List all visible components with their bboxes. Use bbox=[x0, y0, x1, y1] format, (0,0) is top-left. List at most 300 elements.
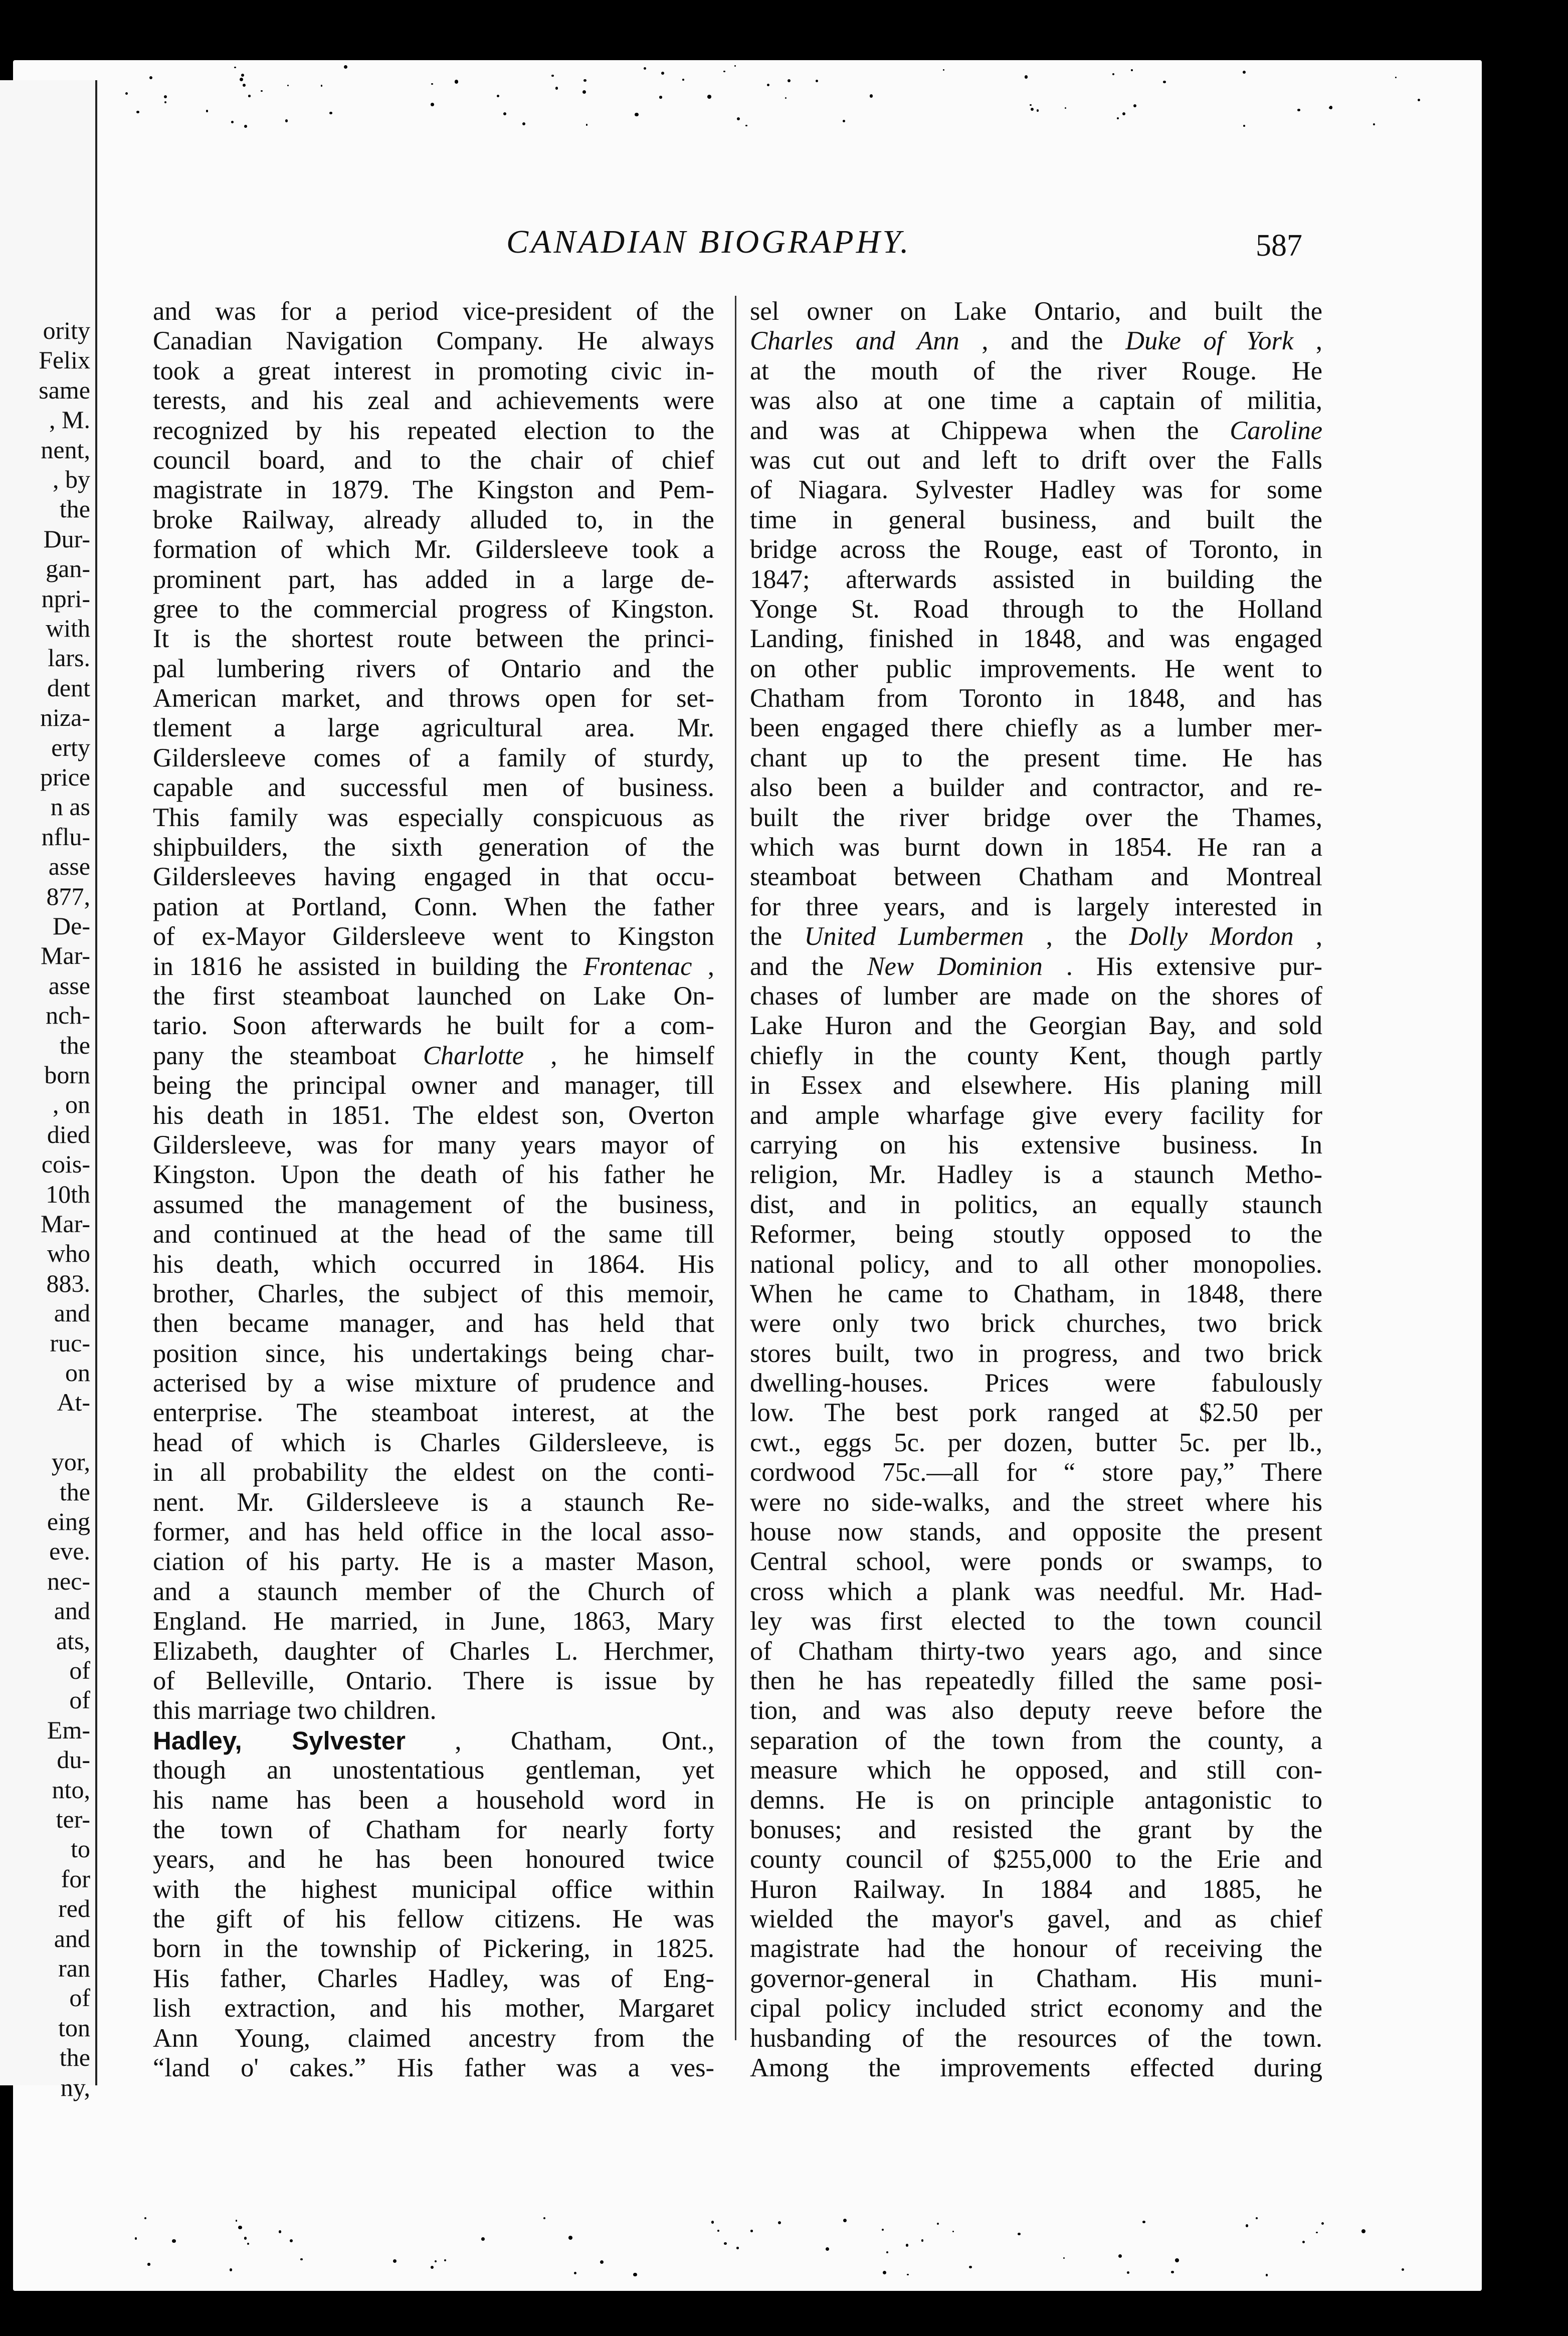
text-run: “land o' cakes.” His father was a ves- bbox=[153, 2053, 714, 2083]
text-line bbox=[750, 475, 1322, 505]
scan-speck bbox=[969, 2266, 972, 2269]
text-line bbox=[153, 1577, 714, 1607]
text-line bbox=[750, 713, 1322, 743]
text-run: , the bbox=[1046, 922, 1107, 951]
text-run: which was burnt down in 1854. He ran a bbox=[750, 833, 1322, 862]
scan-speck bbox=[1065, 107, 1066, 109]
text-run: then became manager, and has held that bbox=[153, 1309, 714, 1338]
text-line bbox=[153, 1011, 714, 1041]
text-run: being the principal owner and manager, till bbox=[153, 1071, 714, 1100]
italic-title: United Lumbermen bbox=[804, 922, 1024, 951]
running-header: CANADIAN BIOGRAPHY. bbox=[506, 224, 911, 260]
text-run: terests, and his zeal and achievements were bbox=[153, 386, 714, 416]
text-run: pany the steamboat bbox=[153, 1041, 397, 1070]
text-line bbox=[153, 982, 714, 1011]
text-run: bonuses; and resisted the grant by the bbox=[750, 1815, 1322, 1844]
text-run: Elizabeth, daughter of Charles L. Herchmer, bbox=[153, 1636, 714, 1666]
text-run: formation of which Mr. Gildersleeve took a bbox=[153, 535, 714, 564]
text-run: were only two brick churches, two brick bbox=[750, 1309, 1322, 1338]
scan-speck bbox=[503, 112, 506, 115]
scan-speck bbox=[393, 2259, 397, 2263]
text-line bbox=[750, 833, 1322, 862]
text-line bbox=[153, 1398, 714, 1428]
text-run: the town of Chatham for nearly forty bbox=[153, 1815, 714, 1844]
scan-speck bbox=[586, 124, 587, 125]
scan-speck bbox=[285, 119, 288, 122]
text-line bbox=[750, 1607, 1322, 1636]
text-run: with the highest municipal office within bbox=[153, 1874, 714, 1904]
previous-page-fragment: niza- bbox=[40, 703, 90, 732]
text-line bbox=[750, 1875, 1322, 1904]
previous-page-fragment: born bbox=[44, 1061, 90, 1089]
scan-speck bbox=[750, 2230, 752, 2232]
text-run: council board, and to the chair of chief bbox=[153, 445, 714, 475]
scan-speck bbox=[455, 80, 458, 83]
text-line bbox=[153, 1250, 714, 1279]
text-run: broke Railway, already alluded to, in the bbox=[153, 505, 714, 534]
text-run: measure which he opposed, and still con- bbox=[750, 1756, 1322, 1785]
text-run: stores built, two in progress, and two brick bbox=[750, 1338, 1322, 1368]
scan-speck bbox=[1031, 108, 1034, 111]
text-line bbox=[750, 1011, 1322, 1041]
text-line bbox=[153, 862, 714, 892]
text-run: and the bbox=[750, 951, 844, 981]
scan-speck bbox=[1018, 2233, 1020, 2235]
text-run: was cut out and left to drift over the Falls bbox=[750, 445, 1322, 475]
text-line bbox=[153, 505, 714, 535]
text-run: demns. He is on principle antagonistic to bbox=[750, 1785, 1322, 1815]
text-run: Among the improvements effected during bbox=[750, 2053, 1322, 2083]
text-run: at the mouth of the river Rouge. He bbox=[750, 356, 1322, 385]
text-run: was also at one time a captain of militia, bbox=[750, 386, 1322, 416]
scan-speck bbox=[261, 90, 263, 92]
scan-speck bbox=[682, 79, 684, 81]
text-line bbox=[153, 1756, 714, 1785]
text-run: Gildersleeve comes of a family of sturdy, bbox=[153, 743, 714, 772]
text-run: Landing, finished in 1848, and was engaged bbox=[750, 624, 1322, 654]
page-number: 587 bbox=[1256, 229, 1302, 263]
text-line bbox=[153, 326, 714, 356]
text-line bbox=[750, 952, 1322, 982]
text-run: in 1816 he assisted in building the bbox=[153, 951, 568, 981]
text-line bbox=[750, 1488, 1322, 1517]
scan-speck bbox=[1171, 2271, 1173, 2273]
scan-speck bbox=[633, 2273, 637, 2276]
text-run: and continued at the head of the same till bbox=[153, 1220, 714, 1249]
text-run: Canadian Navigation Company. He always bbox=[153, 326, 714, 356]
text-line bbox=[750, 2024, 1322, 2053]
text-line bbox=[750, 743, 1322, 773]
text-run: husbanding of the resources of the town. bbox=[750, 2023, 1322, 2053]
text-run: years, and he has been honoured twice bbox=[153, 1845, 714, 1874]
previous-page-fragment: for bbox=[61, 1864, 90, 1893]
text-run: tlement a large agricultural area. Mr. bbox=[153, 713, 714, 743]
scan-speck bbox=[736, 2247, 739, 2249]
text-run: of Niagara. Sylvester Hadley was for some bbox=[750, 475, 1322, 505]
text-run: his death in 1851. The eldest son, Overton bbox=[153, 1100, 714, 1130]
text-run: cordwood 75c.—all for “ store pay,” There bbox=[750, 1458, 1322, 1487]
text-run: county council of $255,000 to the Erie and bbox=[750, 1845, 1322, 1874]
text-line bbox=[153, 386, 714, 416]
text-line bbox=[750, 1130, 1322, 1160]
text-run: wielded the mayor's gavel, and as chief bbox=[750, 1904, 1322, 1934]
text-run: dist, and in politics, an equally staunch bbox=[750, 1190, 1322, 1219]
text-line bbox=[153, 1726, 714, 1756]
text-run: and was at Chippewa when the bbox=[750, 416, 1199, 445]
previous-page-fragment: the bbox=[59, 1477, 90, 1506]
scan-speck bbox=[724, 2242, 726, 2245]
text-line bbox=[750, 386, 1322, 416]
text-run: governor-general in Chatham. His muni- bbox=[750, 1964, 1322, 1993]
text-run: gree to the commercial progress of Kingston. bbox=[153, 594, 714, 624]
text-run: of Chatham thirty-two years ago, and since bbox=[750, 1636, 1322, 1666]
scan-speck bbox=[431, 83, 433, 85]
text-run: His father, Charles Hadley, was of Eng- bbox=[153, 1964, 714, 1993]
text-run: Gildersleeve, was for many years mayor of bbox=[153, 1130, 714, 1159]
italic-title: Duke of York bbox=[1125, 326, 1294, 356]
previous-page-fragment: dent bbox=[47, 673, 90, 702]
text-run: though an unostentatious gentleman, yet bbox=[153, 1756, 714, 1785]
text-line bbox=[750, 1398, 1322, 1428]
text-run: then he has repeatedly filled the same posi- bbox=[750, 1666, 1322, 1695]
text-line bbox=[153, 833, 714, 862]
previous-page-fragment: ats, bbox=[56, 1626, 90, 1655]
scan-speck bbox=[816, 80, 818, 82]
previous-page-fragment: of bbox=[69, 1984, 90, 2012]
text-run: , Chatham, Ont., bbox=[455, 1726, 714, 1756]
text-run: England. He married, in June, 1863, Mary bbox=[153, 1607, 714, 1636]
previous-page-fragment: asse bbox=[48, 852, 90, 881]
text-run: cross which a plank was needful. Mr. Had- bbox=[750, 1577, 1322, 1606]
text-run: , bbox=[1315, 922, 1323, 951]
text-line bbox=[153, 356, 714, 386]
previous-page-fragment: Felix bbox=[39, 346, 90, 374]
text-run: , bbox=[707, 951, 715, 981]
text-run: position since, his undertakings being char- bbox=[153, 1338, 714, 1368]
text-line bbox=[750, 922, 1322, 951]
text-run: 1847; afterwards assisted in building the bbox=[750, 564, 1322, 594]
text-run: carrying on his extensive business. In bbox=[750, 1130, 1322, 1159]
previous-page-fragment: same bbox=[39, 375, 90, 404]
text-line bbox=[750, 1101, 1322, 1130]
previous-page-fragment: nflu- bbox=[41, 822, 90, 851]
previous-page-fragment: with bbox=[46, 614, 90, 642]
scan-speck bbox=[136, 111, 139, 113]
text-line bbox=[750, 892, 1322, 922]
text-run: and was for a period vice-president of the bbox=[153, 297, 714, 326]
scan-speck bbox=[1127, 2271, 1129, 2274]
scan-speck bbox=[481, 2237, 485, 2241]
text-line bbox=[750, 1160, 1322, 1190]
scan-speck bbox=[206, 110, 209, 112]
text-line bbox=[153, 1458, 714, 1487]
text-run: lish extraction, and his mother, Margaret bbox=[153, 1994, 714, 2023]
text-line bbox=[750, 1696, 1322, 1725]
text-run: steamboat between Chatham and Montreal bbox=[750, 862, 1322, 892]
text-run: cipal policy included strict economy and the bbox=[750, 1994, 1322, 2023]
text-line bbox=[153, 565, 714, 595]
entry-name: Hadley, Sylvester bbox=[153, 1726, 406, 1755]
previous-page-fragment: n as bbox=[50, 793, 90, 821]
scan-speck bbox=[234, 67, 236, 69]
italic-title: New Dominion bbox=[867, 951, 1043, 981]
text-run: dwelling-houses. Prices were fabulously bbox=[750, 1369, 1322, 1398]
text-run: and a staunch member of the Church of bbox=[153, 1577, 714, 1606]
scan-speck bbox=[522, 122, 525, 125]
scan-speck bbox=[231, 121, 234, 123]
text-run: When he came to Chatham, in 1848, there bbox=[750, 1279, 1322, 1308]
previous-page-fragment: red bbox=[58, 1894, 90, 1923]
text-line bbox=[750, 803, 1322, 833]
text-line bbox=[153, 1934, 714, 1964]
text-line bbox=[750, 1786, 1322, 1815]
text-line bbox=[750, 1904, 1322, 1934]
text-line bbox=[153, 1994, 714, 2023]
text-run: Huron Railway. In 1884 and 1885, he bbox=[750, 1874, 1322, 1904]
previous-page-fragment: 883. bbox=[46, 1269, 90, 1297]
text-line bbox=[153, 922, 714, 951]
text-line bbox=[153, 1904, 714, 1934]
text-line bbox=[153, 624, 714, 654]
text-line bbox=[153, 1517, 714, 1547]
text-line bbox=[750, 1756, 1322, 1785]
scan-speck bbox=[635, 113, 638, 116]
previous-page-fragment: of bbox=[69, 1686, 90, 1714]
scan-speck bbox=[241, 74, 244, 77]
scan-speck bbox=[568, 2236, 572, 2240]
text-run: in all probability the eldest on the conti- bbox=[153, 1458, 714, 1487]
scan-speck bbox=[745, 125, 747, 126]
previous-page-fragment: who bbox=[47, 1239, 90, 1268]
text-line bbox=[153, 1220, 714, 1249]
text-run: the bbox=[750, 922, 782, 951]
text-line bbox=[153, 595, 714, 624]
text-run: former, and has held office in the local asso- bbox=[153, 1517, 714, 1547]
text-line bbox=[153, 1428, 714, 1458]
text-line bbox=[750, 1071, 1322, 1100]
text-run: on other public improvements. He went to bbox=[750, 654, 1322, 683]
text-run: born in the township of Pickering, in 1825. bbox=[153, 1934, 714, 1964]
text-line bbox=[153, 952, 714, 982]
previous-page-fragment: lars. bbox=[48, 644, 90, 672]
italic-title: Frontenac bbox=[583, 951, 692, 981]
previous-page-fragment: on bbox=[65, 1358, 90, 1387]
previous-page-fragment: , on bbox=[53, 1090, 90, 1119]
text-run: ciation of his party. He is a master Mason, bbox=[153, 1547, 714, 1577]
previous-page-fragment: eve. bbox=[49, 1537, 90, 1566]
previous-page-fragment: erty bbox=[51, 733, 90, 761]
column-divider bbox=[735, 296, 736, 2040]
scan-speck bbox=[1266, 2274, 1268, 2276]
text-run: tion, and was also deputy reeve before the bbox=[750, 1696, 1322, 1725]
text-line bbox=[750, 1309, 1322, 1338]
scan-speck bbox=[321, 85, 322, 86]
text-run: , and the bbox=[982, 326, 1103, 356]
text-line bbox=[750, 297, 1322, 326]
text-line bbox=[153, 2053, 714, 2083]
text-run: in Essex and elsewhere. His planing mill bbox=[750, 1071, 1322, 1100]
previous-page-fragment: ton bbox=[58, 2013, 90, 2042]
text-line bbox=[153, 1041, 714, 1071]
text-line bbox=[750, 1815, 1322, 1845]
text-run: American market, and throws open for set- bbox=[153, 684, 714, 713]
text-line bbox=[153, 1369, 714, 1398]
text-line bbox=[750, 1577, 1322, 1607]
text-line bbox=[153, 1101, 714, 1130]
previous-page-fragment: ority bbox=[43, 316, 90, 344]
text-run: the first steamboat launched on Lake On- bbox=[153, 981, 714, 1011]
previous-page-fragment: ran bbox=[58, 1954, 90, 1982]
scan-speck bbox=[906, 2244, 908, 2246]
text-line bbox=[153, 475, 714, 505]
text-run: head of which is Charles Gildersleeve, is bbox=[153, 1428, 714, 1457]
text-line bbox=[153, 416, 714, 446]
text-line bbox=[153, 1666, 714, 1696]
text-run: Lake Huron and the Georgian Bay, and sold bbox=[750, 1011, 1322, 1041]
text-line bbox=[750, 326, 1322, 356]
text-run: cwt., eggs 5c. per dozen, butter 5c. per lb., bbox=[750, 1428, 1322, 1457]
text-line bbox=[153, 1488, 714, 1517]
text-line bbox=[750, 1934, 1322, 1964]
text-line bbox=[750, 773, 1322, 803]
text-line bbox=[750, 446, 1322, 475]
previous-page-fragment: At- bbox=[57, 1388, 90, 1417]
text-line bbox=[750, 565, 1322, 595]
text-run: acterised by a wise mixture of prudence and bbox=[153, 1369, 714, 1398]
text-line bbox=[153, 1875, 714, 1904]
text-line bbox=[750, 416, 1322, 446]
scan-speck bbox=[243, 84, 246, 87]
text-run: house now stands, and opposite the present bbox=[750, 1517, 1322, 1547]
text-line bbox=[750, 1666, 1322, 1696]
scan-speck bbox=[238, 2226, 242, 2229]
text-line bbox=[750, 1279, 1322, 1309]
text-line bbox=[153, 654, 714, 684]
scan-speck bbox=[1025, 75, 1028, 78]
scan-speck bbox=[431, 103, 434, 106]
text-run: capable and successful men of business. bbox=[153, 773, 714, 803]
text-run: It is the shortest route between the princi- bbox=[153, 624, 714, 654]
previous-page-fragment: npri- bbox=[41, 584, 90, 613]
scan-speck bbox=[717, 2230, 719, 2232]
previous-page-fragment: and bbox=[54, 1299, 90, 1327]
scan-speck bbox=[644, 67, 646, 70]
previous-page-fragment: De- bbox=[53, 912, 90, 940]
text-line bbox=[750, 1845, 1322, 1874]
previous-page-fragment: ruc- bbox=[50, 1328, 90, 1357]
text-line bbox=[750, 1964, 1322, 1994]
text-line bbox=[153, 1130, 714, 1160]
text-line bbox=[750, 1994, 1322, 2023]
text-line bbox=[750, 862, 1322, 892]
left-text-column bbox=[153, 297, 714, 2083]
text-line bbox=[750, 2053, 1322, 2083]
text-line bbox=[153, 684, 714, 713]
scan-speck bbox=[147, 2263, 150, 2265]
previous-page-fragment: 877, bbox=[46, 882, 90, 910]
text-line bbox=[153, 1339, 714, 1369]
text-run: separation of the town from the county, a bbox=[750, 1725, 1322, 1755]
text-run: took a great interest in promoting civic in- bbox=[153, 356, 714, 385]
text-run: . His extensive pur- bbox=[1066, 951, 1323, 981]
scan-speck bbox=[290, 2239, 293, 2242]
text-line bbox=[750, 1041, 1322, 1071]
text-line bbox=[750, 1190, 1322, 1220]
scan-speck bbox=[659, 96, 662, 98]
previous-page-fragment: yor, bbox=[51, 1448, 90, 1476]
scan-speck bbox=[1131, 69, 1133, 71]
previous-page-fragment: ter- bbox=[56, 1805, 90, 1833]
previous-page-fragment: ny, bbox=[60, 2073, 90, 2101]
text-run: of Belleville, Ontario. There is issue by bbox=[153, 1666, 714, 1695]
previous-page-fragment: du- bbox=[57, 1745, 90, 1774]
scan-speck bbox=[1175, 2258, 1179, 2262]
text-line bbox=[750, 1250, 1322, 1279]
text-run: bridge across the Rouge, east of Toronto, in bbox=[750, 535, 1322, 564]
scan-speck bbox=[244, 125, 247, 128]
scan-speck bbox=[1321, 2222, 1324, 2225]
right-text-column bbox=[750, 297, 1322, 2083]
previous-page-fragment: 10th bbox=[46, 1180, 90, 1208]
text-run: prominent part, has added in a large de- bbox=[153, 564, 714, 594]
text-run: Ann Young, claimed ancestry from the bbox=[153, 2023, 714, 2053]
text-run: low. The best pork ranged at $2.50 per bbox=[750, 1398, 1322, 1428]
text-run: ley was first elected to the town council bbox=[750, 1607, 1322, 1636]
scan-speck bbox=[1361, 2229, 1365, 2233]
text-run: brother, Charles, the subject of this memoir, bbox=[153, 1279, 714, 1308]
text-line bbox=[153, 1607, 714, 1636]
text-line bbox=[153, 297, 714, 326]
text-run: shipbuilders, the sixth generation of the bbox=[153, 833, 714, 862]
text-run: time in general business, and built the bbox=[750, 505, 1322, 534]
previous-page-fragment: the bbox=[59, 2043, 90, 2072]
text-run: his death, which occurred in 1864. His bbox=[153, 1249, 714, 1279]
previous-page-fragment: and bbox=[54, 1597, 90, 1625]
previous-page-fragment: price bbox=[40, 763, 90, 791]
text-line bbox=[750, 684, 1322, 713]
text-run: also been a builder and contractor, and re- bbox=[750, 773, 1322, 803]
text-run: enterprise. The steamboat interest, at the bbox=[153, 1398, 714, 1428]
text-line bbox=[153, 535, 714, 564]
scan-speck bbox=[907, 2274, 909, 2276]
text-run: national policy, and to all other monopolies. bbox=[750, 1249, 1322, 1279]
text-run: Gildersleeves having engaged in that occu- bbox=[153, 862, 714, 892]
text-line bbox=[153, 713, 714, 743]
text-line bbox=[750, 1637, 1322, 1666]
previous-page-fragment: Em- bbox=[47, 1715, 90, 1744]
text-line bbox=[153, 1845, 714, 1874]
scan-speck bbox=[1373, 123, 1375, 125]
scan-speck bbox=[1297, 109, 1300, 112]
text-run: were no side-walks, and the street where his bbox=[750, 1487, 1322, 1517]
text-run: Yonge St. Road through to the Holland bbox=[750, 594, 1322, 624]
text-run: chases of lumber are made on the shores of bbox=[750, 981, 1322, 1011]
text-line bbox=[750, 1339, 1322, 1369]
text-line bbox=[750, 624, 1322, 654]
previous-page-fragment: Dur- bbox=[43, 524, 90, 553]
text-line bbox=[153, 1786, 714, 1815]
text-run: , he himself bbox=[550, 1041, 715, 1070]
previous-page-fragment: the bbox=[59, 1031, 90, 1059]
text-run: magistrate had the honour of receiving the bbox=[750, 1934, 1322, 1964]
text-line bbox=[153, 1547, 714, 1577]
text-line bbox=[153, 2024, 714, 2053]
text-run: been engaged there chiefly as a lumber mer- bbox=[750, 713, 1322, 743]
text-line bbox=[153, 1160, 714, 1190]
text-line bbox=[750, 595, 1322, 624]
scan-speck bbox=[1037, 109, 1039, 111]
text-run: this marriage two children. bbox=[153, 1696, 437, 1725]
